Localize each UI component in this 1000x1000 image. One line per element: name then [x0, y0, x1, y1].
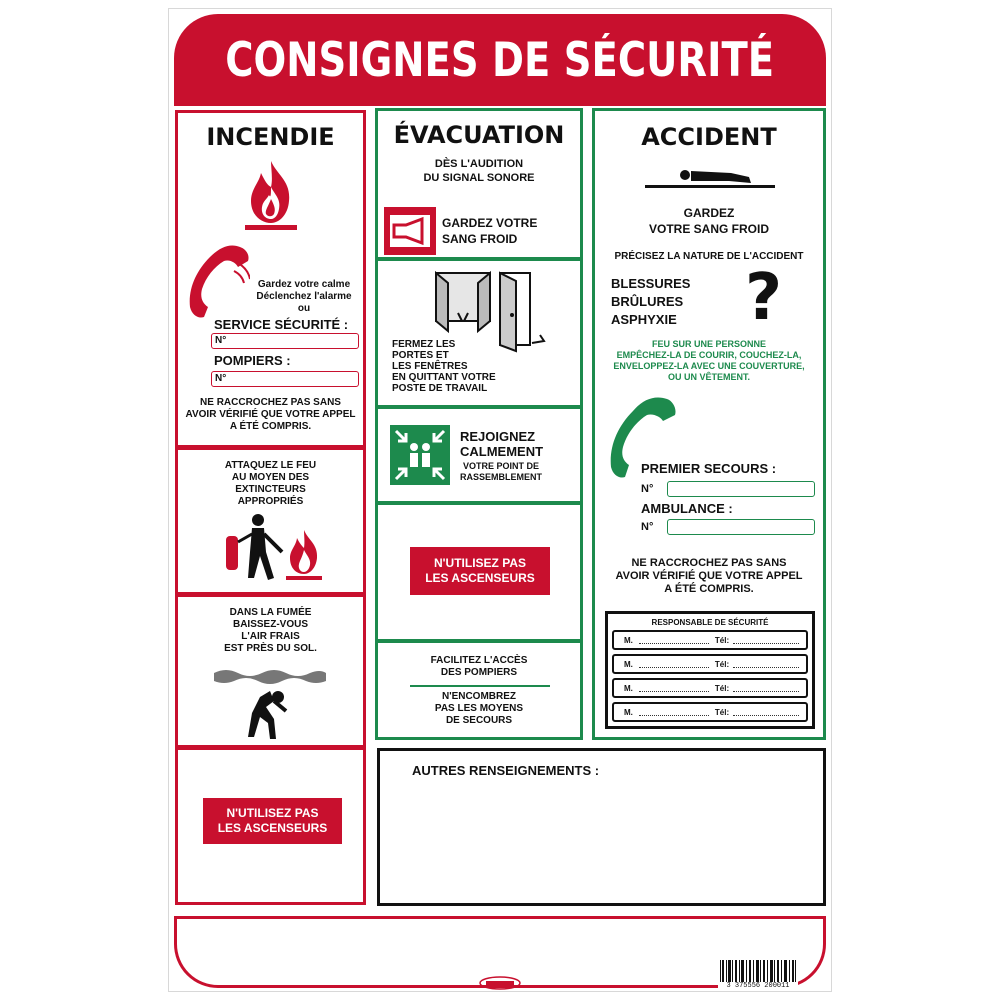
rejoin-subtitle	[460, 461, 542, 483]
smoke-line: DANS LA FUMÉE	[229, 607, 312, 618]
resp-tel-label: Tél:	[714, 707, 730, 717]
evacuation-subtitle	[378, 157, 580, 185]
barcode-number: 3 375556 200011	[726, 982, 790, 990]
phone-icon	[184, 241, 250, 323]
accident-title: ACCIDENT	[641, 123, 777, 151]
elevator-line: N'UTILISEZ PAS	[226, 806, 319, 820]
doors-text	[392, 339, 496, 394]
number-prefix: N°	[215, 373, 227, 384]
accident-type: BRÛLURES	[611, 294, 684, 309]
access-divider	[410, 685, 550, 687]
incendie-panel	[175, 110, 366, 448]
incendie-elevator-label	[203, 798, 342, 844]
no-hangup-line: A ÉTÉ COMPRIS.	[664, 583, 754, 595]
access-line: FACILITEZ L'ACCÈS	[430, 655, 528, 666]
rejoin-title	[460, 429, 543, 459]
fire-person-line: ENVELOPPEZ-LA AVEC UNE COUVERTURE,	[613, 361, 805, 371]
premier-no-prefix: N°	[641, 483, 654, 495]
responsable-title: RESPONSABLE DE SÉCURITÉ	[651, 618, 769, 627]
extinguisher-line: ATTAQUEZ LE FEU	[224, 460, 317, 471]
smoke-text	[178, 607, 363, 655]
evac-elevator-label	[410, 547, 550, 595]
accident-calm-line: VOTRE SANG FROID	[648, 222, 769, 236]
extinguisher-person-icon	[218, 512, 288, 584]
accident-nature: PRÉCISEZ LA NATURE DE L'ACCIDENT	[614, 251, 804, 262]
resp-tel-label: Tél:	[714, 659, 730, 669]
responsable-row[interactable]	[612, 702, 808, 722]
subtitle-line: DU SIGNAL SONORE	[423, 172, 535, 184]
pompiers-field[interactable]	[211, 371, 359, 387]
manufacturer-logo-icon	[478, 976, 522, 990]
no-hangup-line: NE RACCROCHEZ PAS SANS	[200, 397, 341, 408]
ambulance-label: AMBULANCE :	[641, 501, 733, 516]
fire-person-line: EMPÊCHEZ-LA DE COURIR, COUCHEZ-LA,	[616, 350, 802, 360]
calm-line: SANG FROID	[442, 232, 518, 246]
intro-line: Gardez votre calme	[257, 279, 351, 290]
smoke-line: L'AIR FRAIS	[241, 631, 300, 642]
elevator-line: LES ASCENSEURS	[425, 571, 535, 585]
accident-calm-line: GARDEZ	[683, 206, 735, 220]
smoke-panel	[175, 594, 366, 748]
smoke-line: BAISSEZ-VOUS	[232, 619, 308, 630]
intro-line: Déclenchez l'alarme	[256, 291, 352, 302]
small-fire-icon	[284, 528, 324, 584]
encombrez-line: PAS LES MOYENS	[434, 703, 524, 714]
incendie-title: INCENDIE	[206, 123, 335, 151]
extinguisher-line: EXTINCTEURS	[235, 484, 306, 495]
premier-secours-field[interactable]	[667, 481, 815, 497]
accident-type: ASPHYXIE	[611, 312, 677, 327]
rejoin-line: REJOIGNEZ	[460, 429, 536, 444]
ambulance-field[interactable]	[667, 519, 815, 535]
injured-person-icon	[645, 163, 775, 191]
doors-line: EN QUITTANT VOTRE	[392, 372, 496, 383]
no-hangup-line: NE RACCROCHEZ PAS SANS	[631, 557, 787, 569]
access-line: DES POMPIERS	[440, 667, 518, 678]
fire-person-text	[595, 339, 823, 383]
crouching-person-icon	[212, 667, 328, 743]
subtitle-line: DÈS L'AUDITION	[434, 158, 524, 170]
access-text	[378, 655, 580, 679]
keep-calm-text	[442, 215, 537, 247]
smoke-line: EST PRÈS DU SOL.	[224, 643, 317, 654]
responsable-row[interactable]	[612, 678, 808, 698]
extinguisher-line: AU MOYEN DES	[231, 472, 310, 483]
premier-secours-label: PREMIER SECOURS :	[641, 461, 777, 476]
resp-m-label: M.	[624, 635, 633, 645]
autres-box[interactable]	[377, 748, 826, 906]
alarm-horn-icon	[384, 207, 436, 255]
encombrez-line: N'ENCOMBREZ	[441, 691, 517, 702]
barcode-icon	[718, 960, 798, 982]
accident-panel	[592, 108, 826, 740]
autres-label: AUTRES RENSEIGNEMENTS :	[412, 763, 600, 778]
question-mark: ?	[745, 261, 783, 335]
assembly-point-icon	[390, 425, 450, 485]
encombrez-text	[378, 691, 580, 727]
accident-no-hangup	[595, 557, 823, 596]
resp-tel-label: Tél:	[714, 683, 730, 693]
responsable-row[interactable]	[612, 630, 808, 650]
doors-line: LES FENÊTRES	[392, 361, 468, 372]
doors-line: POSTE DE TRAVAIL	[392, 383, 488, 394]
no-hangup-line: AVOIR VÉRIFIÉ QUE VOTRE APPEL	[185, 409, 356, 420]
intro-line: ou	[297, 303, 311, 314]
no-hangup-line: AVOIR VÉRIFIÉ QUE VOTRE APPEL	[615, 570, 803, 582]
assembly-box	[375, 406, 583, 504]
resp-m-label: M.	[624, 707, 633, 717]
doors-box	[375, 258, 583, 408]
service-securite-label: SERVICE SÉCURITÉ :	[214, 317, 349, 332]
extinguisher-line: APPROPRIÉS	[237, 496, 304, 507]
pompiers-label: POMPIERS :	[214, 353, 291, 368]
accident-types	[611, 275, 690, 329]
evacuation-header-box	[375, 108, 583, 260]
incendie-elevator-panel	[175, 747, 366, 905]
responsable-box	[605, 611, 815, 729]
fire-person-line: OU UN VÊTEMENT.	[667, 372, 750, 382]
extinguisher-panel	[175, 447, 366, 595]
accident-type: BLESSURES	[611, 276, 691, 291]
encombrez-line: DE SECOURS	[445, 715, 513, 726]
rejoin-sub-line: VOTRE POINT DE	[463, 461, 540, 471]
access-box	[375, 640, 583, 740]
elevator-line: N'UTILISEZ PAS	[434, 556, 526, 570]
page-title: CONSIGNES DE SÉCURITÉ	[225, 32, 775, 88]
resp-m-label: M.	[624, 683, 633, 693]
barcode	[718, 960, 798, 990]
fire-icon	[241, 157, 301, 233]
rejoin-sub-line: RASSEMBLEMENT	[460, 472, 543, 482]
resp-tel-label: Tél:	[714, 635, 730, 645]
incendie-intro	[244, 279, 364, 315]
rejoin-line: CALMEMENT	[460, 444, 544, 459]
ambulance-no-prefix: N°	[641, 521, 654, 533]
elevator-line: LES ASCENSEURS	[217, 821, 328, 835]
window-icon	[434, 269, 492, 335]
evacuation-title: ÉVACUATION	[393, 121, 565, 149]
doors-line: FERMEZ LES	[392, 339, 456, 350]
no-hangup-line: A ÉTÉ COMPRIS.	[229, 421, 312, 432]
accident-calm-text	[595, 205, 823, 237]
extinguisher-text	[178, 460, 363, 508]
door-icon	[496, 269, 554, 353]
no-hangup-text	[178, 397, 363, 433]
doors-line: PORTES ET	[392, 350, 449, 361]
number-prefix: N°	[215, 335, 227, 346]
title-banner	[174, 14, 826, 106]
resp-m-label: M.	[624, 659, 633, 669]
calm-line: GARDEZ VOTRE	[442, 216, 538, 230]
service-securite-field[interactable]	[211, 333, 359, 349]
fire-person-line: FEU SUR UNE PERSONNE	[651, 339, 767, 349]
responsable-row[interactable]	[612, 654, 808, 674]
evac-elevator-box	[375, 502, 583, 642]
